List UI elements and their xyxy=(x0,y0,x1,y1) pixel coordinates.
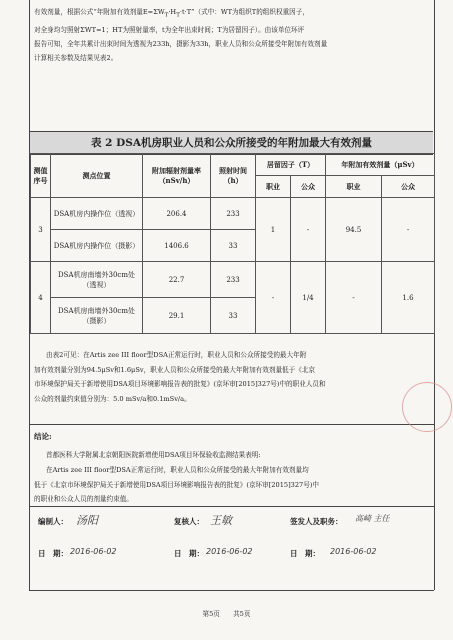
row-time: 233 xyxy=(211,262,256,298)
intro-sub-1: T xyxy=(164,12,169,19)
intro-line-2: 对全身均匀照射ΣWT=1；HT为照射量率，t为全年出束时间；T为居留因子）。由该单位环评 xyxy=(34,25,305,34)
issuer-signature: 高崎 主任 xyxy=(355,514,390,523)
row-dose-public: - xyxy=(382,198,435,262)
header-no: 测值序号 xyxy=(31,154,51,198)
intro-line-1a: 有效剂量，根据公式“年附加有效剂量E=ΣW xyxy=(34,8,165,16)
result-line-4: 的职业和公众人员的剂量约束值。 xyxy=(34,495,133,504)
result-line-1: 首都医科大学附属北京朝阳医院新增使用DSA项目环保验收监测结果表明: xyxy=(46,451,261,459)
dose-table xyxy=(30,153,435,334)
row-rate: 22.7 xyxy=(143,262,211,298)
row-location: DSA机房内操作位（摄影） xyxy=(51,230,143,262)
header-dose-public: 公众 xyxy=(382,176,435,198)
header-occ-public: 公众 xyxy=(291,176,326,198)
date-value-3: 2016-06-02 xyxy=(330,547,377,556)
row-no: 3 xyxy=(31,198,51,262)
conclusion-line-4: 公众的剂量约束值分别为：5.0 mSv/a和0.1mSv/a。 xyxy=(34,394,191,403)
compiler-label: 编制人： xyxy=(38,517,68,526)
intro-line-4: 计算相关参数及结果见表2。 xyxy=(34,53,118,62)
conclusion-line-2: 加有效剂量分别为94.5μSv和1.6μSv，职业人员和公众所接受的最大年附加有效剂量低于《北京 xyxy=(34,365,316,374)
date-value-1: 2016-06-02 xyxy=(70,547,117,556)
row-location: DSA机房内操作位（透视） xyxy=(51,198,143,230)
row-occ-occupational: - xyxy=(256,262,291,334)
row-no: 4 xyxy=(31,262,51,334)
row-rate: 1406.6 xyxy=(143,230,211,262)
conclusion-line-3: 市环境保护局关于新增使用DSA项目环境影响报告表的批复》(京环审[2015]327号)中的职业人员和 xyxy=(34,380,326,388)
page-footer: 第5页 共5页 xyxy=(202,610,251,618)
intro-line-3: 报告可知，全年共累计出束时间为透视为233h，摄影为33h，职业人员和公众所接受年附加有效剂量 xyxy=(34,39,328,48)
row-rate: 29.1 xyxy=(143,298,211,334)
row-dose-occupational: - xyxy=(326,262,382,334)
header-occupancy: 居留因子（T） xyxy=(256,154,326,176)
header-location: 测点位置 xyxy=(51,154,143,198)
row-rate: 206.4 xyxy=(143,198,211,230)
compiler-signature: 汤阳 xyxy=(76,514,98,527)
header-dose-occupational: 职业 xyxy=(326,176,382,198)
intro-line-1c: ·t·T”（式中：WT为组织T的组织权重因子， xyxy=(179,8,309,16)
row-location: DSA机房南墙外30cm处（透视） xyxy=(51,262,143,298)
table-row xyxy=(31,198,435,230)
date-label-3: 日 期： xyxy=(290,549,320,558)
page-bottom-border xyxy=(29,590,434,591)
row-occ-occupational: 1 xyxy=(256,198,291,262)
row-dose-occupational: 94.5 xyxy=(326,198,382,262)
header-time: 照射时间（h） xyxy=(211,154,256,198)
intro-sub-2: T xyxy=(176,12,180,19)
seal-stamp xyxy=(402,382,452,432)
row-occ-public: 1/4 xyxy=(291,262,326,334)
reviewer-label: 复核人： xyxy=(174,517,204,526)
row-occ-public: - xyxy=(291,198,326,262)
reviewer-signature: 王敏 xyxy=(210,514,232,527)
row-time: 233 xyxy=(211,198,256,230)
result-paragraph xyxy=(34,448,427,507)
result-heading: 结论: xyxy=(34,432,52,441)
header-occ-occupational: 职业 xyxy=(256,176,291,198)
result-line-2: 在Artis zee III floor型DSA正常运行时，职业人员和公众所接受的最大年附加有效剂量均 xyxy=(46,465,309,474)
intro-line-1 xyxy=(34,5,429,23)
row-dose-public: 1.6 xyxy=(382,262,435,334)
row-time: 33 xyxy=(211,298,256,334)
date-label-2: 日 期： xyxy=(174,549,204,558)
result-line-3: 低于《北京市环境保护局关于新增使用DSA项目环境影响报告表的批复》(京环审[2015]327号)中 xyxy=(34,480,320,489)
table-title: 表 2 DSA机房职业人员和公众所接受的年附加最大有效剂量 xyxy=(30,131,433,155)
header-rate: 附加辐射剂量率（nSv/h） xyxy=(143,154,211,198)
divider xyxy=(29,506,434,507)
intro-paragraph xyxy=(34,5,429,65)
date-label-1: 日 期： xyxy=(38,549,68,558)
intro-line-1b: ·H xyxy=(168,8,177,16)
conclusion-line-1: 由表2可见：在Artis zee III floor型DSA正常运行时，职业人员和公众所接受的最大年附 xyxy=(46,351,307,359)
date-value-2: 2016-06-02 xyxy=(206,547,253,556)
header-dose: 年附加有效剂量（μSv） xyxy=(326,154,435,176)
issuer-label: 签发人及职务： xyxy=(290,517,343,526)
table-row xyxy=(31,262,435,298)
conclusion-paragraph xyxy=(34,348,427,406)
row-location: DSA机房南墙外30cm处（摄影） xyxy=(51,298,143,334)
divider xyxy=(29,424,434,425)
row-time: 33 xyxy=(211,230,256,262)
